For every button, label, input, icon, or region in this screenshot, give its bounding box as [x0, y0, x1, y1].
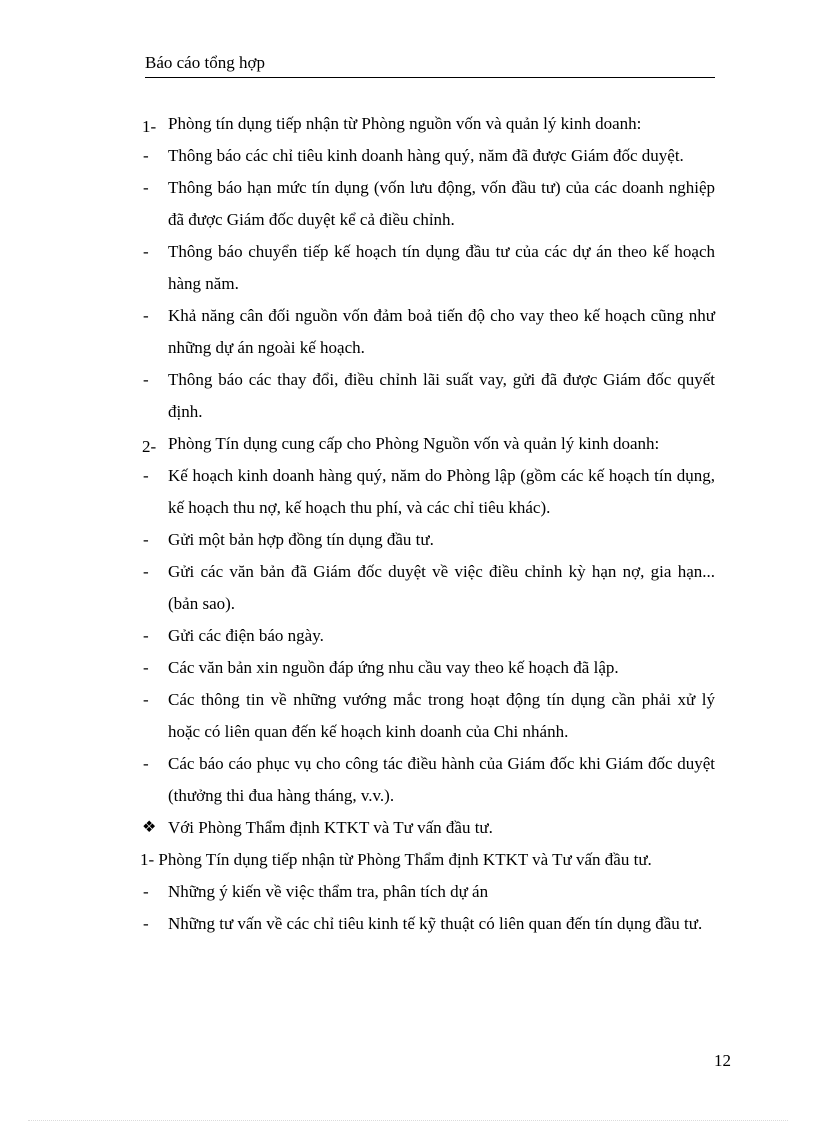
list-item-text: Các báo cáo phục vụ cho công tác điều hành của Giám đốc khi Giám đốc duyệt (thưởng thi đua hàng tháng, v.v.). — [168, 754, 715, 805]
list-marker: - — [143, 562, 149, 581]
list-item — [140, 620, 715, 652]
list-marker: - — [143, 306, 149, 325]
paragraph-text: 1- Phòng Tín dụng tiếp nhận từ Phòng Thẩm định KTKT và Tư vấn đầu tư. — [140, 850, 652, 869]
list-marker: - — [143, 626, 149, 645]
list-item — [140, 108, 715, 140]
list-marker: - — [143, 146, 149, 165]
list-item — [140, 652, 715, 684]
list-item — [140, 140, 715, 172]
list-marker: - — [143, 882, 149, 901]
list-marker: - — [143, 690, 149, 709]
list-item — [140, 876, 715, 908]
list-item — [140, 428, 715, 460]
list-marker: - — [143, 242, 149, 261]
list-item — [140, 684, 715, 748]
list-marker: - — [143, 370, 149, 389]
list-marker: - — [143, 466, 149, 485]
page-header — [145, 52, 715, 78]
list-marker: - — [143, 178, 149, 197]
page-bottom-divider — [28, 1120, 788, 1121]
list-item-text: Thông báo hạn mức tín dụng (vốn lưu động, vốn đầu tư) của các doanh nghiệp đã được Giám đốc duyệt kể cả điều chỉnh. — [168, 178, 715, 229]
page-number: 12 — [714, 1051, 731, 1070]
list-marker: 2- — [142, 437, 157, 456]
list-item-text: Phòng Tín dụng cung cấp cho Phòng Nguồn vốn và quản lý kinh doanh: — [168, 434, 660, 453]
list-item — [140, 908, 715, 940]
list-item-text: Những tư vấn về các chỉ tiêu kinh tế kỹ thuật có liên quan đến tín dụng đầu tư. — [168, 914, 703, 933]
list-item-text: Thông báo chuyển tiếp kế hoạch tín dụng đầu tư của các dự án theo kế hoạch hàng năm. — [168, 242, 715, 293]
list-item-text: Khả năng cân đối nguồn vốn đảm boả tiến độ cho vay theo kế hoạch cũng như những dự án ngoài kế hoạch. — [168, 306, 715, 357]
section-heading-text: Với Phòng Thẩm định KTKT và Tư vấn đầu tư. — [168, 818, 493, 837]
list-item — [140, 364, 715, 428]
document-body — [140, 108, 715, 940]
list-item — [140, 556, 715, 620]
list-marker: - — [143, 914, 149, 933]
list-item — [140, 300, 715, 364]
list-item-text: Thông báo các thay đổi, điều chỉnh lãi suất vay, gửi đã được Giám đốc quyết định. — [168, 370, 715, 421]
list-item-text: Những ý kiến về việc thẩm tra, phân tích dự án — [168, 882, 489, 901]
header-title: Báo cáo tổng hợp — [145, 53, 265, 72]
list-item-text: Gửi các văn bản đã Giám đốc duyệt về việc điều chỉnh kỳ hạn nợ, gia hạn... (bản sao). — [168, 562, 715, 613]
list-item — [140, 748, 715, 812]
list-item-text: Thông báo các chỉ tiêu kinh doanh hàng quý, năm đã được Giám đốc duyệt. — [168, 146, 684, 165]
list-item — [140, 460, 715, 524]
list-marker: - — [143, 754, 149, 773]
list-item-text: Gửi một bản hợp đồng tín dụng đầu tư. — [168, 530, 434, 549]
list-item — [140, 236, 715, 300]
list-item — [140, 524, 715, 556]
section-heading — [140, 812, 715, 844]
diamond-bullet-icon: ❖ — [142, 819, 157, 836]
list-marker: 1- — [142, 117, 157, 136]
list-item-text: Kế hoạch kinh doanh hàng quý, năm do Phòng lập (gồm các kế hoạch tín dụng, kế hoạch thu nợ, kế hoạch thu phí, và các chỉ tiêu khác). — [168, 466, 715, 517]
list-item-text: Gửi các điện báo ngày. — [168, 626, 324, 645]
paragraph — [140, 844, 715, 876]
list-marker: - — [143, 530, 149, 549]
list-item — [140, 172, 715, 236]
list-item-text: Phòng tín dụng tiếp nhận từ Phòng nguồn vốn và quản lý kinh doanh: — [168, 114, 642, 133]
list-item-text: Các thông tin về những vướng mắc trong hoạt động tín dụng cần phải xử lý hoặc có liên quan đến kế hoạch kinh doanh của Chi nhánh. — [168, 690, 715, 741]
list-item-text: Các văn bản xin nguồn đáp ứng nhu cầu vay theo kế hoạch đã lập. — [168, 658, 619, 677]
list-marker: - — [143, 658, 149, 677]
